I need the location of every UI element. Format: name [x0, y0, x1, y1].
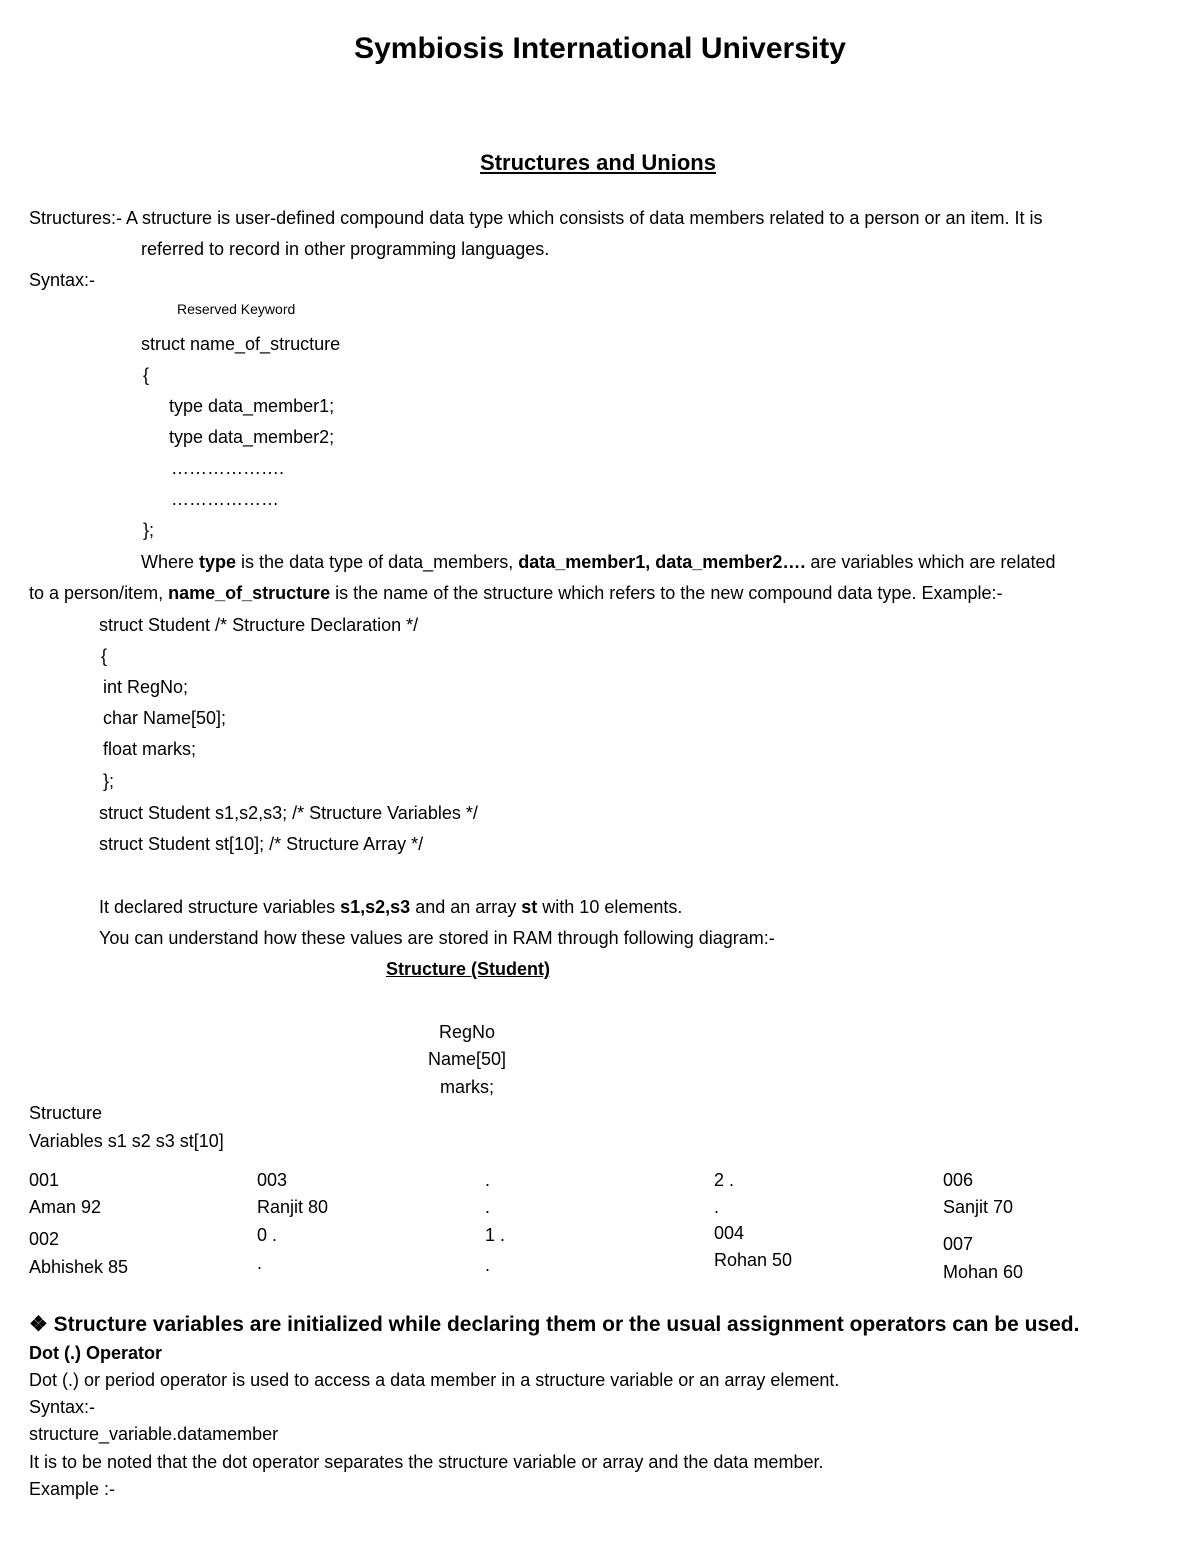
explanation-line-2: to a person/item, name_of_structure is the name of the structure which refers to the new compound data type. Example:- [29, 583, 1003, 603]
diagram-cell: 2 . [714, 1170, 735, 1190]
declared-line-2: You can understand how these values are stored in RAM through following diagram:- [99, 928, 775, 948]
intro-line-2: referred to record in other programming languages. [141, 239, 550, 259]
syntax-code-line: ……………… [171, 489, 279, 509]
reserved-keyword-label: Reserved Keyword [177, 301, 296, 317]
diagram-cell: Rohan 50 [714, 1250, 793, 1270]
diamond-bullet-icon: ❖ [29, 1313, 48, 1336]
diagram-member: RegNo [438, 1022, 496, 1042]
syntax-code-line: type data_member2; [169, 427, 335, 447]
dot-example-label: Example :- [29, 1479, 116, 1499]
diagram-cell: 006 [943, 1170, 974, 1190]
diagram-cell: Ranjit 80 [257, 1197, 329, 1217]
diagram-cell: . [257, 1253, 263, 1273]
bullet-text: Structure variables are initialized while declaring them or the usual assignment operators can be used. [53, 1313, 1080, 1336]
diagram-member: Name[50] [427, 1049, 507, 1069]
intro-line-1: Structures:- A structure is user-defined compound data type which consists of data members related to a person or an item. It is [29, 208, 1043, 228]
diagram-cell: 0 . [257, 1225, 278, 1245]
explanation-line-1: Where type is the data type of data_members, data_member1, data_member2…. are variables which are related [141, 552, 1056, 572]
dot-syntax-label: Syntax:- [29, 1397, 96, 1417]
dot-operator-desc: Dot (.) or period operator is used to access a data member in a structure variable or an array element. [29, 1370, 840, 1390]
section-title: Structures and Unions [480, 150, 716, 175]
example-code-line: char Name[50]; [103, 708, 227, 728]
diagram-cell: 007 [943, 1234, 974, 1254]
bullet-point [29, 1312, 1079, 1338]
page-title: Symbiosis International University [354, 32, 846, 65]
diagram-cell: Abhishek 85 [29, 1257, 129, 1277]
syntax-label: Syntax:- [29, 270, 96, 290]
diagram-cell: Aman 92 [29, 1197, 102, 1217]
syntax-code-line: ………………. [171, 458, 285, 478]
diagram-cell: Mohan 60 [943, 1262, 1024, 1282]
diagram-left-label: Structure [29, 1103, 103, 1123]
syntax-code-line: struct name_of_structure [141, 334, 341, 354]
diagram-cell: . [714, 1197, 720, 1217]
syntax-code-line: { [143, 365, 150, 385]
example-code-line: struct Student st[10]; /* Structure Array */ [99, 834, 424, 854]
example-code-line: int RegNo; [103, 677, 189, 697]
example-code-line: struct Student /* Structure Declaration */ [99, 615, 419, 635]
diagram-cell: . [485, 1255, 491, 1275]
dot-note: It is to be noted that the dot operator separates the structure variable or array and the data member. [29, 1452, 824, 1472]
diagram-cell: Sanjit 70 [943, 1197, 1014, 1217]
diagram-cell: 1 . [485, 1225, 506, 1245]
example-code-line: float marks; [103, 739, 197, 759]
diagram-cell: 004 [714, 1223, 745, 1243]
diagram-cell: 003 [257, 1170, 288, 1190]
diagram-heading: Structure (Student) [386, 959, 550, 979]
example-code-line: struct Student s1,s2,s3; /* Structure Variables */ [99, 803, 478, 823]
diagram-member: marks; [440, 1077, 494, 1097]
example-code-line: { [101, 646, 108, 666]
diagram-cell: . [485, 1170, 491, 1190]
diagram-cell: . [485, 1197, 491, 1217]
dot-operator-heading: Dot (.) Operator [29, 1343, 162, 1363]
example-code-line: }; [103, 771, 115, 791]
dot-syntax: structure_variable.datamember [29, 1424, 279, 1444]
diagram-left-label: Variables s1 s2 s3 st[10] [29, 1131, 224, 1151]
diagram-cell: 002 [29, 1229, 60, 1249]
declared-line-1: It declared structure variables s1,s2,s3 and an array st with 10 elements. [99, 897, 683, 917]
syntax-code-line: type data_member1; [169, 396, 335, 416]
syntax-code-line: }; [143, 520, 155, 540]
diagram-cell: 001 [29, 1170, 60, 1190]
